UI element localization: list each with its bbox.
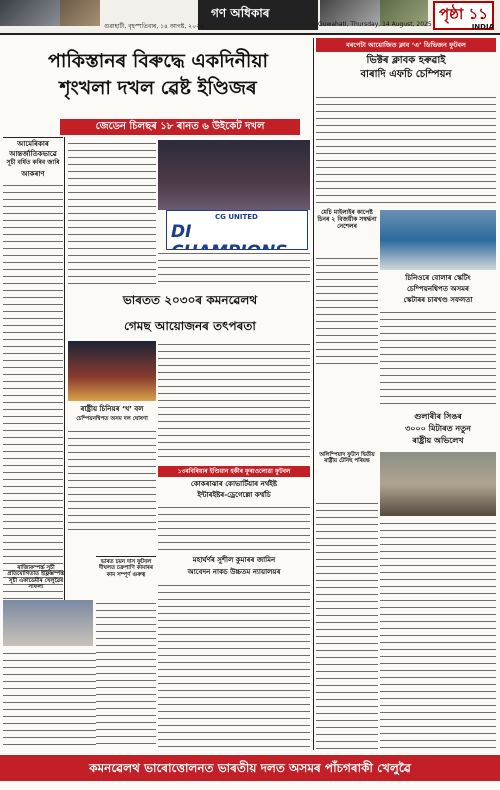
record-headline-2: ৩০০০ মিটাৰত নতুন <box>405 424 471 433</box>
skating-photo <box>380 210 496 270</box>
sushil-body <box>158 582 310 750</box>
left-story2-headline: ৰাজ্যিকস্পৰ্চ্চ সূচী প্ৰতিযোগিতাত ইফ্লিক্সস্পৰ্চ্চ সূচী একাডেমীৰ খেলুৱৈৰ সাফল্য <box>7 565 65 590</box>
masthead-photo-2 <box>60 0 100 26</box>
commonwealth-headline-1: ভাৰতত ২০৩০ৰ কমনৱেলথ <box>122 293 258 307</box>
edition-label: INDIA <box>471 23 494 31</box>
right-column-divider <box>313 38 314 750</box>
right-headline-1: ভিক্টৰ ক্লাবক হৰুৱাই <box>366 55 446 66</box>
skating-headline-3: স্কেটাৰৰ চাৰখণ্ড সফলতা <box>403 296 473 304</box>
record-body <box>380 520 496 750</box>
label-bar: ১৩ৰবিৰিয়াৰ ইণ্ডিয়ান হকীৰ ফুৰাওলোৱা ফুটবল <box>158 466 310 477</box>
left-column-divider <box>64 137 65 607</box>
masthead <box>0 0 500 35</box>
skating-headline-1: চিনিওৰে বোলাৰ স্কেটিং <box>405 274 471 282</box>
paper-name: গণ অধিকাৰ <box>205 4 275 26</box>
right-story-body <box>316 94 496 206</box>
kokrajhar-headline-1: কোকৰাঝাৰ কোভাৰ্টিয়াৰ নৰ্থইষ্ট <box>190 480 278 488</box>
champions-photo <box>158 140 310 210</box>
lead-headline-2: শৃংখলা দখল ৱেষ্ট ইণ্ডিজৰ <box>59 77 257 99</box>
footer-headline: কমনৱেলথ ভাৰোত্তোলনত ভাৰতীয় দলত অসমৰ পাঁচগৰাকী খেলুৱৈ <box>0 755 500 781</box>
kokrajhar-body <box>158 504 310 552</box>
lead-story-body-1 <box>68 140 156 288</box>
right-sidebar-body <box>316 255 378 370</box>
left-column-body <box>3 182 63 602</box>
left-rule <box>3 137 63 138</box>
national-headline-2: চেম্পিয়নশ্বিপত অসম দল ঘোষণা <box>76 416 148 422</box>
left-headline-1: আমেৰিকাৰ <box>17 140 49 148</box>
date-assamese: গুৱাহাটী, বৃহস্পতিবাৰ, ১৪ আগষ্ট, ২০২৫ <box>104 23 204 30</box>
lead-headline-1: পাকিস্তানৰ বিৰুদ্ধে একদিনীয়া <box>47 50 269 72</box>
commonwealth-photo <box>68 341 156 401</box>
skating-headline-2: চেম্পিয়নশ্বিপত অসমৰ <box>407 285 469 293</box>
left-headline-3: সূচী বৰ্ধিত কৰিব জাৰি <box>6 159 60 166</box>
skating-team-photo <box>3 600 93 646</box>
right-small-story-body <box>316 500 378 750</box>
national-headline-1: ৰাষ্ট্ৰীয় চিনিয়ৰ ‘খ’ বল <box>80 405 144 413</box>
stepper-box-headline: ভাৰত চয়ন দাস ফুটবল দীঘলত চক্ৰপাণি কামাৰৰ কাম সম্পূৰ্ণ গুৰুত্ব <box>96 556 156 578</box>
right-headline-2: বাৰাদি এফচি চেম্পিয়ন <box>360 69 452 80</box>
lead-story-body-2 <box>158 250 310 288</box>
lead-kicker: জেডেন চিলছৰ ১৮ ৰানত ৬ উইকেট দখল <box>60 119 300 135</box>
commonwealth-headline-2: গেমছ আয়োজনৰ তৎপৰতা <box>124 319 256 333</box>
page-number: পৃষ্ঠা ১১ <box>433 1 494 30</box>
champions-banner-text: DI <box>171 222 192 242</box>
national-body <box>68 428 156 533</box>
left-headline-2: আন্তৰ্জাতিকভাৱে <box>9 150 57 158</box>
stepper-box-body <box>96 600 156 750</box>
left-headline-4: আকৰাণ <box>21 170 45 178</box>
right-sidebar-headline: মেচি মাইলাইৰ কাপেষ্ট চিনৰ ২ বিজয়ীক সম্বৰ্দ্ধনা নেশেলৰ <box>317 209 377 230</box>
kokrajhar-headline-2: ইন্টাৰইষ্টৰ-ড্ৰেগেল্লো কৰ্ম্মচি <box>197 491 271 499</box>
sushil-headline-2: আবেদন নাকচ উচ্চতম ন্যায়ালয়ৰ <box>187 568 281 576</box>
commonwealth-body <box>158 341 310 461</box>
record-headline-1: গুলাৰীৰ সিঙৰ <box>414 412 462 421</box>
right-tag: বৰপেটা আয়োজিত ক্লাব ‘এ’ ডিভিজন ফুটবল <box>316 38 496 52</box>
masthead-photo-left <box>0 0 60 26</box>
runner-photo <box>380 452 496 516</box>
record-headline-3: ৰাষ্ট্ৰীয় অভিলেখ <box>412 436 464 445</box>
sushil-headline-1: মহাৰ্ঘৰ্ণৰ সুশীল কুমাৰৰ জামিন <box>192 556 276 564</box>
skating-body <box>380 309 496 409</box>
date-english: Guwahati, Thursday, 14 August, 2025 <box>318 21 432 28</box>
champions-banner-small: CG UNITED <box>215 213 258 221</box>
right-small-story: অলিম্পিয়াদ ফুটান দ্বিতীয় ৰাষ্ট্ৰীয় টেনিছ পৰিয়ন্ত <box>319 452 375 465</box>
champions-banner <box>166 210 308 250</box>
